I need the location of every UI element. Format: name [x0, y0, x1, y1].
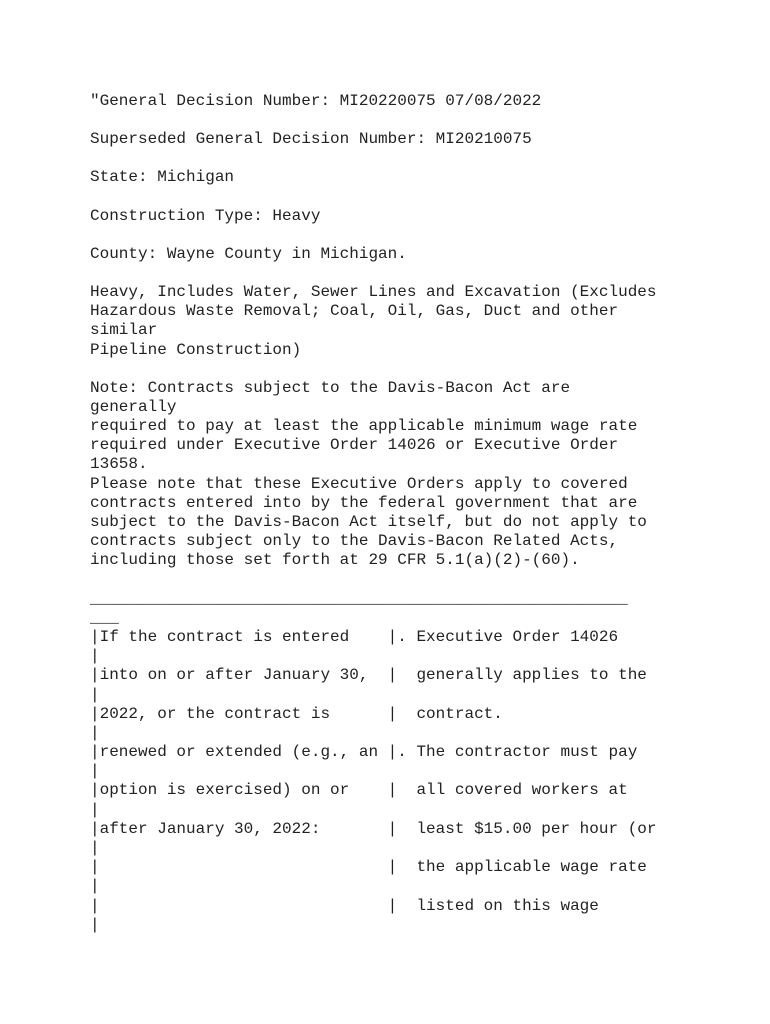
table-row: | | listed on this wage: [90, 896, 599, 915]
table-row: |If the contract is entered |. Executive Order 14026: [90, 627, 619, 646]
heavy-description-line: similar: [90, 321, 158, 340]
table-row: |: [90, 762, 100, 781]
table-row: |: [90, 723, 100, 742]
rule-line: ________________________________________________________: [90, 589, 628, 608]
note-block: [90, 379, 690, 571]
separator-rule: [90, 590, 690, 628]
note-line: required to pay at least the applicable minimum wage rate: [90, 417, 638, 436]
document-page: [90, 92, 690, 935]
table-row: |: [90, 915, 100, 934]
table-row: |renewed or extended (e.g., an |. The contractor must pay: [90, 743, 638, 762]
heavy-description-line: Heavy, Includes Water, Sewer Lines and Excavation (Excludes: [90, 282, 657, 301]
superseded-decision-number: Superseded General Decision Number: MI20210075: [90, 130, 532, 149]
heavy-description-line: Hazardous Waste Removal; Coal, Oil, Gas, Duct and other: [90, 302, 619, 321]
note-line: Note: Contracts subject to the Davis-Bacon Act are: [90, 378, 571, 397]
heavy-description-block: [90, 283, 690, 360]
header-decision-block: [90, 92, 690, 111]
table-row: |: [90, 877, 100, 896]
table-row: |after January 30, 2022: | least $15.00 per hour (or: [90, 819, 657, 838]
construction-type-line: Construction Type: Heavy: [90, 206, 321, 225]
table-row: |2022, or the contract is | contract.: [90, 704, 503, 723]
table-row: |: [90, 647, 100, 666]
note-line: 13658.: [90, 455, 148, 474]
table-row: | | the applicable wage rate: [90, 858, 647, 877]
executive-order-table: [90, 628, 690, 935]
rule-line: ___: [90, 608, 119, 627]
table-row: |into on or after January 30, | generally applies to the: [90, 666, 647, 685]
table-row: |option is exercised) on or | all covered workers at: [90, 781, 628, 800]
note-line: including those set forth at 29 CFR 5.1(a)(2)-(60).: [90, 551, 580, 570]
table-row: |: [90, 839, 100, 857]
header-county-block: [90, 245, 690, 264]
note-line: contracts entered into by the federal government that are: [90, 493, 638, 512]
heavy-description-line: Pipeline Construction): [90, 340, 302, 359]
header-superseded-block: [90, 130, 690, 149]
header-construction-block: [90, 207, 690, 226]
note-line: contracts subject only to the Davis-Bacon Related Acts,: [90, 532, 619, 551]
table-row: |: [90, 685, 100, 704]
note-line: subject to the Davis-Bacon Act itself, but do not apply to: [90, 513, 647, 531]
note-line: required under Executive Order 14026 or Executive Order: [90, 436, 619, 455]
general-decision-number: "General Decision Number: MI20220075 07/08/2022: [90, 92, 542, 110]
note-line: generally: [90, 397, 177, 416]
county-line: County: Wayne County in Michigan.: [90, 244, 407, 263]
table-row: |: [90, 800, 100, 819]
note-line: Please note that these Executive Orders apply to covered: [90, 474, 628, 493]
header-state-block: [90, 168, 690, 187]
state-line: State: Michigan: [90, 168, 235, 187]
